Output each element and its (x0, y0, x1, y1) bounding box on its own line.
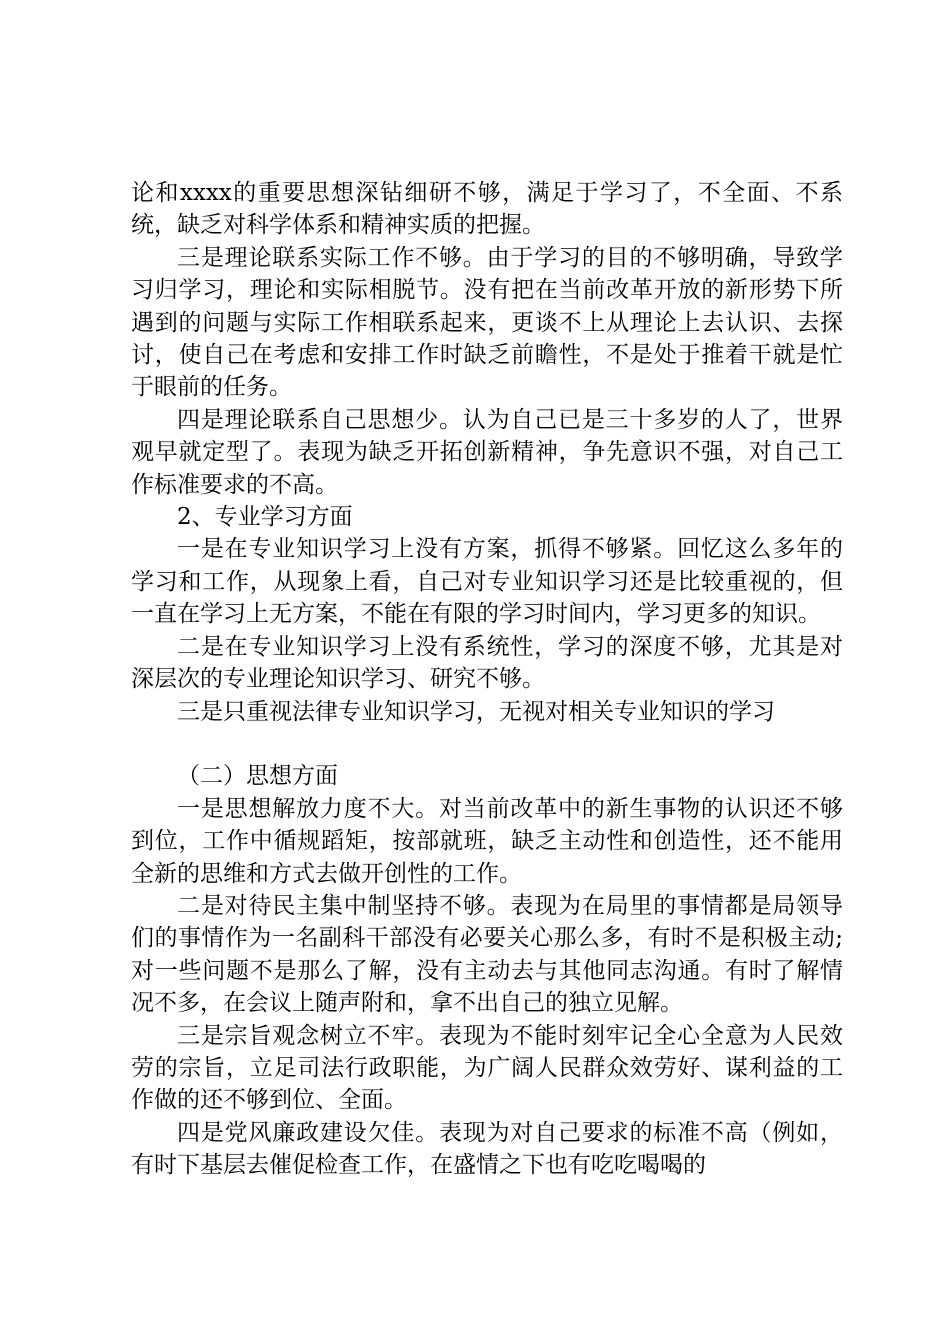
section-heading-thought: （二）思想方面 (177, 763, 338, 790)
paragraph-professional-plan: 一是在专业知识学习上没有方案，抓得不够紧。回忆这么多年的学习和工作，从现象上看，自己对专业知识学习还是比较重视的，但一直在学习上无方案，不能在有限的学习时间内，学习更多的知识。 (131, 536, 843, 628)
paragraph-democratic-centralism: 二是对待民主集中制坚持不够。表现为在局里的事情都是局领导们的事情作为一名副科干部没有必要关心那么多，有时不是积极主动;对一些问题不是那么了解，没有主动去与其他同志沟通。有时了解情况不多，在会议上随声附和，拿不出自己的独立见解。 (131, 892, 843, 1017)
paragraph-professional-system: 二是在专业知识学习上没有系统性，学习的深度不够，尤其是对深层次的专业理论知识学习、研究不够。 (131, 633, 843, 693)
section-heading-professional-study: 2、专业学习方面 (177, 504, 353, 531)
document-body (131, 177, 843, 1182)
paragraph-purpose-concept: 三是宗旨观念树立不牢。表现为不能时刻牢记全心全意为人民效劳的宗旨，立足司法行政职能，为广阔人民群众效劳好、谋利益的工作做的还不够到位、全面。 (131, 1022, 843, 1114)
blank-line (131, 728, 843, 760)
paragraph-theory-practice: 三是理论联系实际工作不够。由于学习的目的不够明确，导致学习归学习，理论和实际相脱节。没有把在当前改革开放的新形势下所遇到的问题与实际工作相联系起来，更谈不上从理论上去认识、去探讨，使自己在考虑和安排工作时缺乏前瞻性，不是处于推着干就是忙于眼前的任务。 (131, 244, 843, 401)
paragraph-theory-continuation: 论和xxxx的重要思想深钻细研不够，满足于学习了，不全面、不系统，缺乏对科学体系和精神实质的把握。 (131, 180, 843, 239)
paragraph-clean-governance: 四是党风廉政建设欠佳。表现为对自己要求的标准不高（例如，有时下基层去催促检查工作，在盛情之下也有吃吃喝喝的 (131, 1119, 843, 1179)
paragraph-thought-liberation: 一是思想解放力度不大。对当前改革中的新生事物的认识还不够到位，工作中循规蹈矩，按部就班，缺乏主动性和创造性，还不能用全新的思维和方式去做开创性的工作。 (131, 795, 843, 887)
paragraph-theory-self: 四是理论联系自己思想少。认为自己已是三十多岁的人了，世界观早就定型了。表现为缺乏开拓创新精神，争先意识不强，对自己工作标准要求的不高。 (131, 406, 843, 498)
paragraph-professional-law: 三是只重视法律专业知识学习，无视对相关专业知识的学习 (177, 698, 775, 725)
